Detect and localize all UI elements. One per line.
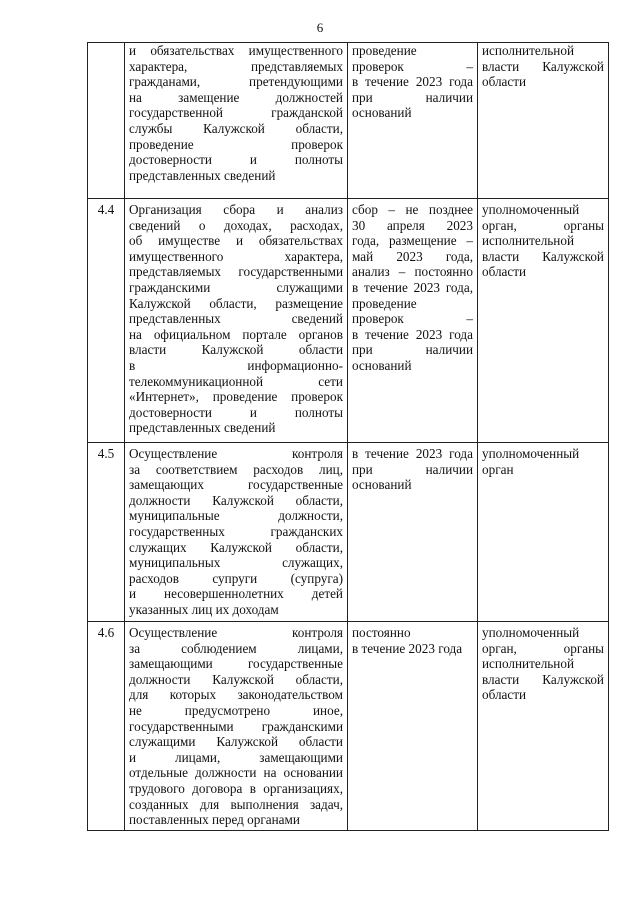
measure-description-line: за соблюдением лицами, [129,640,343,656]
measure-description-line: власти Калужской области [129,342,343,358]
execution-term-line: проведение [352,295,417,311]
measure-description-line: и лицами, замещающими [129,749,343,765]
measure-description-line: государственных гражданских [129,523,343,539]
measure-description-line: Осуществление контроля [129,446,343,461]
measure-description-line: Калужской области, размещение [129,295,343,311]
measure-description-line: достоверности и полноты [129,152,343,168]
execution-term-line: оснований [352,105,412,121]
measure-description-line: поставленных перед органами [129,812,300,828]
measure-description-line: в информационно- [129,357,343,373]
responsible-party-line: орган, органы [482,640,604,656]
execution-term-line: при наличии [352,89,473,105]
execution-term-line: в течение 2023 года [352,446,473,461]
measure-description-line: представленных сведений [129,311,343,327]
measure-description-line: муниципальные должности, [129,508,343,524]
execution-term [348,622,478,831]
measure-description-line: расходов супруги (супруга) [129,570,343,586]
execution-term-line: оснований [352,477,412,493]
item-number: 4.6 [88,622,125,831]
execution-term-line: проверок – [352,311,473,327]
measure-description-line: представляемых государственными [129,264,343,280]
measure-description-line: телекоммуникационной сети [129,373,343,389]
measure-description [125,443,348,622]
execution-term-line: анализ – постоянно [352,264,473,280]
execution-term-line: май 2023 года, [352,248,473,264]
execution-term [348,443,478,622]
execution-term-line: в течение 2023 года [352,74,473,90]
measure-description [125,43,348,199]
measure-description-line: представленных сведений [129,167,276,183]
responsible-party-line: исполнительной [482,233,575,249]
measure-description-line: должности Калужской области, [129,671,343,687]
measure-description-line: не предусмотрено иное, [129,702,343,718]
execution-term [348,199,478,443]
table-row [88,443,609,622]
execution-term-line: в течение 2023 года [352,326,473,342]
responsible-party-line: области [482,264,527,280]
measure-description [125,622,348,831]
table-row [88,43,609,199]
execution-term-line: оснований [352,357,412,373]
execution-term-line: при наличии [352,461,473,477]
responsible-party-line: уполномоченный [482,446,580,461]
measure-description-line: на официальном портале органов [129,326,343,342]
responsible-party-line: исполнительной [482,43,575,58]
measure-description-line: гражданскими служащими [129,279,343,295]
responsible-party-line: власти Калужской [482,248,604,264]
measure-description-line: отдельные должности на основании [129,765,343,781]
measure-description-line: «Интернет», проведение проверок [129,389,343,405]
table-row [88,199,609,443]
measure-description-line: имущественного характера, [129,248,343,264]
measure-description-line: государственной гражданской [129,105,343,121]
measure-description-line: характера, представляемых [129,58,343,74]
execution-term-line: постоянно [352,625,411,640]
item-number: 4.5 [88,443,125,622]
page-number: 6 [316,20,324,35]
measure-description-line: и несовершеннолетних детей [129,586,343,602]
measure-description-line: должности Калужской области, [129,492,343,508]
measure-description-line: замещающих государственные [129,477,343,493]
execution-term-line: проверок – [352,58,473,74]
execution-term-line: проведение [352,43,417,58]
measure-description-line: сведений о доходах, расходах, [129,217,343,233]
table-row [88,622,609,831]
measure-description-line: представленных сведений [129,420,276,436]
execution-term-line: года, размещение – [352,233,473,249]
measure-description-line: за соответствием расходов лиц, [129,461,343,477]
measure-description-line: и обязательствах имущественного [129,43,343,58]
item-number [88,43,125,199]
responsible-party-line: области [482,74,527,90]
measure-description-line: Осуществление контроля [129,625,343,640]
measure-description-line: служащих Калужской области, [129,539,343,555]
measure-description-line: для которых законодательством [129,687,343,703]
responsible-party-line: уполномоченный [482,625,580,640]
measure-description [125,199,348,443]
measure-description-line: достоверности и полноты [129,404,343,420]
measure-description-line: на замещение должностей [129,89,343,105]
execution-term-line: сбор – не позднее [352,202,473,217]
measure-description-line: трудового договора в организациях, [129,780,343,796]
execution-term-line: 30 апреля 2023 [352,217,473,233]
responsible-party-line: власти Калужской [482,671,604,687]
measure-description-line: созданных для выполнения задач, [129,796,343,812]
responsible-party-line: власти Калужской [482,58,604,74]
responsible-party [478,43,609,199]
item-number: 4.4 [88,199,125,443]
measure-description-line: службы Калужской области, [129,120,343,136]
measure-description-line: указанных лиц их доходам [129,601,279,617]
execution-term [348,43,478,199]
responsible-party [478,199,609,443]
measure-description-line: замещающими государственные [129,656,343,672]
measure-description-line: муниципальных служащих, [129,555,343,571]
responsible-party [478,443,609,622]
execution-term-line: в течение 2023 года [352,640,463,656]
responsible-party-line: орган, органы [482,217,604,233]
responsible-party-line: орган [482,461,514,477]
responsible-party [478,622,609,831]
measure-description-line: гражданами, претендующими [129,74,343,90]
measure-description-line: служащими Калужской области [129,734,343,750]
measure-description-line: об имуществе и обязательствах [129,233,343,249]
measure-description-line: Организация сбора и анализ [129,202,343,217]
responsible-party-line: исполнительной [482,656,575,672]
measure-description-line: проведение проверок [129,136,343,152]
execution-term-line: при наличии [352,342,473,358]
execution-term-line: в течение 2023 года, [352,279,473,295]
measure-description-line: государственными гражданскими [129,718,343,734]
responsible-party-line: области [482,687,527,703]
plan-table [87,42,609,831]
responsible-party-line: уполномоченный [482,202,580,217]
